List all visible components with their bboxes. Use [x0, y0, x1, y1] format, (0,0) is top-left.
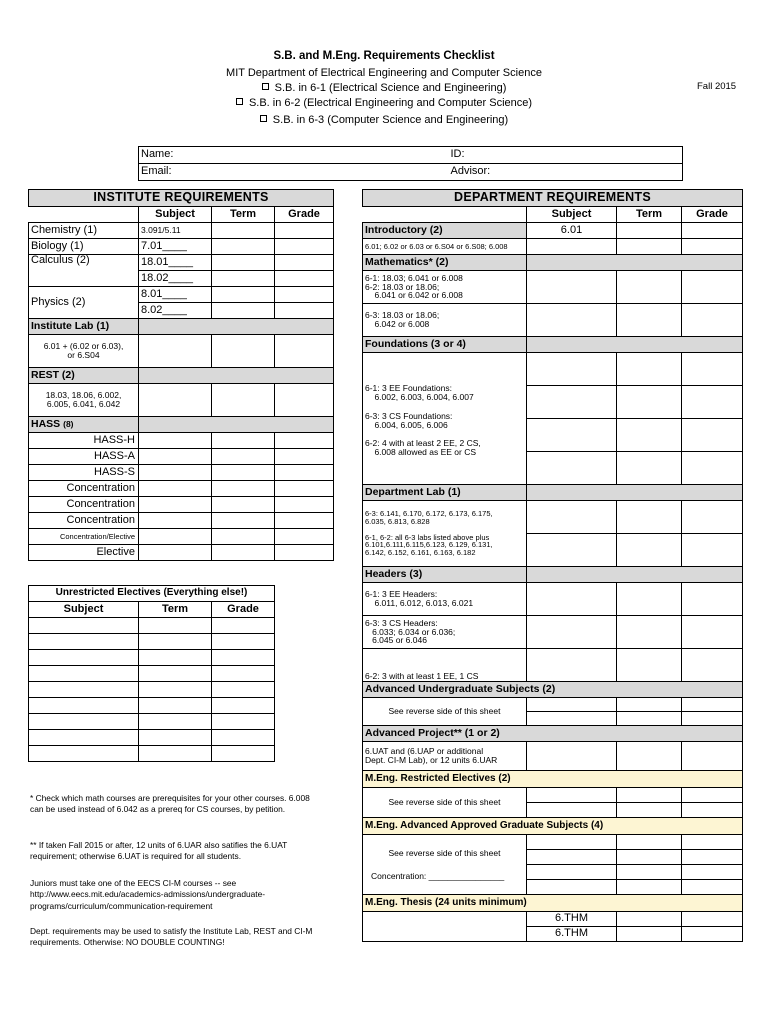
col-grade: Grade [212, 602, 275, 618]
col-term: Term [139, 602, 212, 618]
headers-label: Headers (3) [363, 567, 527, 583]
headers-text-a: 6-1: 3 EE Headers: 6.011, 6.012, 6.013, 6.021 [363, 583, 527, 616]
meng-restricted-label: M.Eng. Restricted Electives (2) [363, 771, 743, 788]
rest-text: 18.03, 18.06, 6.002, 6.005, 6.041, 6.042 [29, 384, 139, 417]
chemistry-subject[interactable]: 3.091/5.11 [139, 223, 212, 239]
hass-row: HASS-A [29, 449, 139, 465]
department-name: MIT Department of Electrical Engineering and Computer Science [226, 67, 542, 79]
meng-thesis-label: M.Eng. Thesis (24 units minimum) [363, 895, 743, 912]
hass-row: Concentration/Elective [29, 529, 139, 545]
hass-label: HASS (8) [29, 417, 139, 433]
note-math: * Check which math courses are prerequisites for your other courses. 6.008 can be used instead of 6.042 as a prereq for CS courses, by petition. [30, 793, 310, 815]
col-grade: Grade [275, 207, 334, 223]
col-grade: Grade [682, 207, 743, 223]
checkbox-icon[interactable] [236, 98, 243, 105]
introductory-label: Introductory (2) [363, 223, 527, 239]
mathematics-text-a: 6-1: 18.03; 6.041 or 6.008 6-2: 18.03 or 18.06; 6.041 or 6.042 or 6.008 [363, 271, 527, 304]
meng-restricted-text: See reverse side of this sheet [363, 788, 527, 818]
biology-subject[interactable]: 7.01____ [139, 239, 212, 255]
department-heading: DEPARTMENT REQUIREMENTS [363, 190, 743, 207]
table-row [29, 730, 275, 746]
email-field[interactable]: Email: [139, 164, 449, 181]
advanced-project-label: Advanced Project** (1 or 2) [363, 726, 743, 742]
option-6-1[interactable]: S.B. in 6-1 (Electrical Science and Engineering) [0, 82, 768, 94]
table-row [29, 634, 275, 650]
hass-row: HASS-H [29, 433, 139, 449]
col-subject: Subject [139, 207, 212, 223]
option-6-3[interactable]: S.B. in 6-3 (Computer Science and Engineering) [0, 114, 768, 126]
chemistry-label: Chemistry (1) [29, 223, 139, 239]
introductory-subject[interactable]: 6.01 [527, 223, 617, 239]
foundations-text: 6-1: 3 EE Foundations: 6.002, 6.003, 6.004, 6.007 6-3: 3 CS Foundations: 6.004, 6.005, 6.006 6-2: 4 with at least 2 EE, 2 CS, 6.008 allowed as EE or CS [363, 353, 527, 485]
department-lab-label: Department Lab (1) [363, 485, 527, 501]
hass-row: Elective [29, 545, 139, 561]
checkbox-icon[interactable] [260, 115, 267, 122]
option-6-2[interactable]: S.B. in 6-2 (Electrical Engineering and Computer Science) [0, 97, 768, 109]
thesis-subject-1[interactable]: 6.THM [527, 912, 617, 927]
department-requirements-table [362, 189, 743, 942]
meng-graduate-label: M.Eng. Advanced Approved Graduate Subjects (4) [363, 818, 743, 835]
hass-row: HASS-S [29, 465, 139, 481]
table-row [29, 746, 275, 762]
calculus-subject-2[interactable]: 18.02____ [139, 271, 212, 287]
calculus-subject-1[interactable]: 18.01____ [139, 255, 212, 271]
table-row [29, 682, 275, 698]
table-row [29, 618, 275, 634]
student-info-box [138, 146, 683, 181]
meng-graduate-text: See reverse side of this sheet Concentration: ________________ [363, 835, 527, 895]
table-row [29, 666, 275, 682]
id-field[interactable]: ID: [449, 147, 683, 164]
department-lab-text: 6-3: 6.141, 6.170, 6.172, 6.173, 6.175, 6.035, 6.813, 6.828 6-1, 6-2: all 6-3 labs listed above plus 6.101,6.111,6.115,6.123, 6.129, 6.131, 6.142, 6.152, 6.161, 6.163, 6.182 [363, 501, 527, 567]
hass-row: Concentration [29, 513, 139, 529]
col-term: Term [617, 207, 682, 223]
headers-text-c: 6-2: 3 with at least 1 EE, 1 CS [363, 649, 527, 682]
unrestricted-heading: Unrestricted Electives (Everything else!) [29, 586, 275, 602]
introductory-text: 6.01; 6.02 or 6.03 or 6.S04 or 6.S08; 6.008 [363, 239, 527, 255]
advanced-project-text: 6.UAT and (6.UAP or additional Dept. CI-M Lab), or 12 units 6.UAR [363, 742, 527, 771]
institute-requirements-table [28, 189, 334, 561]
thesis-subject-2[interactable]: 6.THM [527, 927, 617, 942]
advisor-field[interactable]: Advisor: [449, 164, 683, 181]
headers-text-b: 6-3: 3 CS Headers: 6.033; 6.034 or 6.036; 6.045 or 6.046 [363, 616, 527, 649]
mathematics-text-b: 6-3: 18.03 or 18.06; 6.042 or 6.008 [363, 304, 527, 337]
note-cim: Juniors must take one of the EECS CI-M courses -- see http://www.eecs.mit.edu/academics-admissions/undergraduate-programs/curriculum/communication-requirement [30, 878, 266, 911]
hass-row: Concentration [29, 497, 139, 513]
aus-text: See reverse side of this sheet [363, 698, 527, 726]
physics-subject-1[interactable]: 8.01____ [139, 287, 212, 303]
institute-lab-text: 6.01 + (6.02 or 6.03), or 6.S04 [29, 335, 139, 368]
table-row [29, 698, 275, 714]
term-label: Fall 2015 [697, 81, 737, 92]
unrestricted-electives-table [28, 585, 275, 762]
checkbox-icon[interactable] [262, 83, 269, 90]
table-row [29, 650, 275, 666]
institute-heading: INSTITUTE REQUIREMENTS [29, 190, 334, 207]
foundations-label: Foundations (3 or 4) [363, 337, 527, 353]
biology-label: Biology (1) [29, 239, 139, 255]
rest-label: REST (2) [29, 368, 139, 384]
hass-row: Concentration [29, 481, 139, 497]
col-subject: Subject [527, 207, 617, 223]
mathematics-label: Mathematics* (2) [363, 255, 527, 271]
page-title: S.B. and M.Eng. Requirements Checklist [273, 50, 495, 62]
physics-label: Physics (2) [29, 287, 139, 319]
institute-lab-label: Institute Lab (1) [29, 319, 139, 335]
table-row [29, 714, 275, 730]
note-double-counting: Dept. requirements may be used to satisfy the Institute Lab, REST and CI-M requirements. Otherwise: NO DOUBLE COUNTING! [30, 926, 313, 948]
calculus-label: Calculus (2) [29, 255, 139, 287]
aus-label: Advanced Undergraduate Subjects (2) [363, 682, 743, 698]
physics-subject-2[interactable]: 8.02____ [139, 303, 212, 319]
col-term: Term [212, 207, 275, 223]
note-uat: ** If taken Fall 2015 or after, 12 units of 6.UAR also satifies the 6.UAT requirement; otherwise 6.UAT is required for all students. [30, 840, 288, 862]
col-subject: Subject [29, 602, 139, 618]
name-field[interactable]: Name: [139, 147, 449, 164]
